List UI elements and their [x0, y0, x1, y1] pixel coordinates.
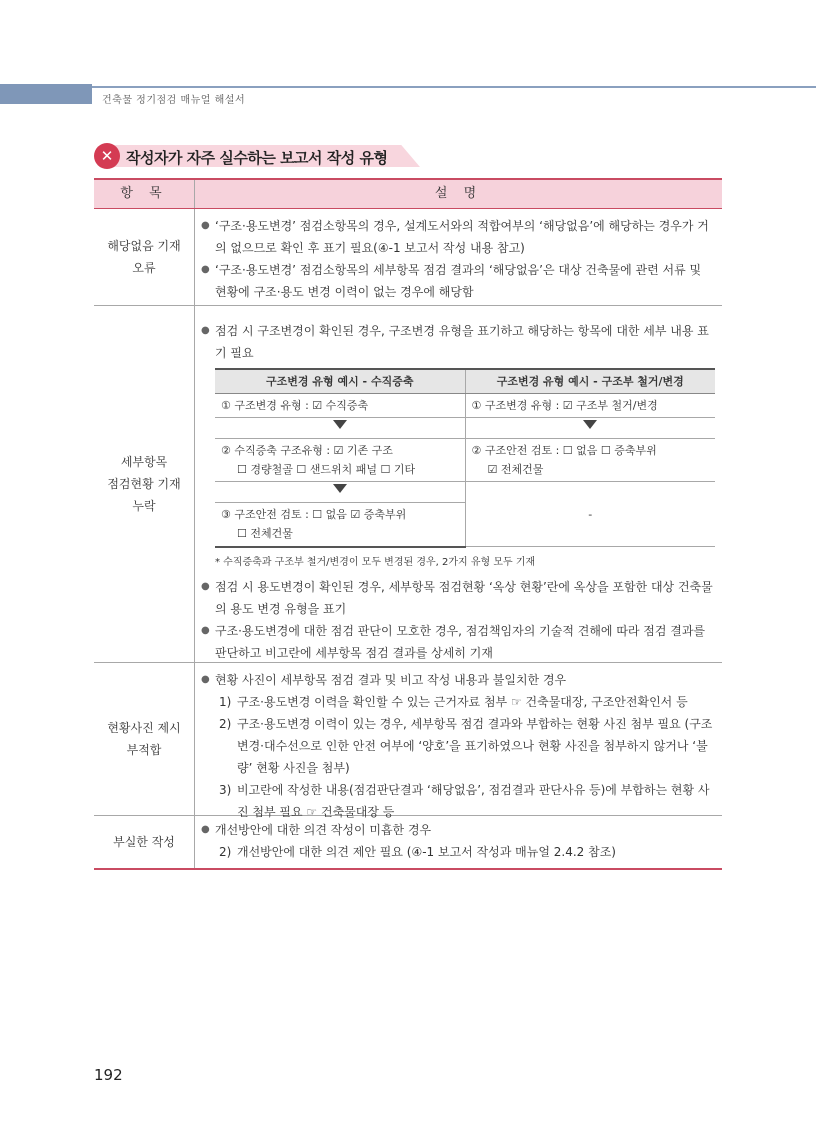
table-row	[94, 663, 722, 819]
row-item-label: 현황사진 제시 부적합	[94, 663, 195, 815]
table-row	[94, 816, 722, 868]
table-row	[94, 209, 722, 306]
row-item-label: 해당없음 기재 오류	[94, 209, 195, 305]
arrow-down-icon	[333, 484, 347, 493]
bullet-item: ● 개선방안에 대한 의견 작성이 미흡한 경우	[201, 823, 432, 837]
bullet-item: ● 점검 시 용도변경이 확인된 경우, 세부항목 점검현황 ‘옥상 현황’란에 옥상을 포함한 대상 건축물의 용도 변경 유형을 표기	[201, 579, 713, 616]
example-step1-left: ① 구조변경 유형 : ☑ 수직증축	[215, 394, 465, 418]
row-item-label: 세부항목 점검현황 기재 누락	[94, 306, 195, 662]
sub-item: 2) 구조·용도변경 이력이 있는 경우, 세부항목 점검 결과와 부합하는 현황 사진 첨부 필요 (구조변경·대수선으로 인한 안전 여부에 ‘양호’을 표기하였으나 현황 사진을 첨부하지 않거나 ‘불량’ 현황 사진을 첨부)	[219, 717, 713, 775]
section-title: 작성자가 자주 실수하는 보고서 작성 유형	[126, 149, 388, 167]
bullet-item: ● 현황 사진이 세부항목 점검 결과 및 비고 작성 내용과 불일치한 경우	[201, 673, 567, 687]
example-step2-right: ② 구조안전 검토 : ☐ 없음 ☐ 증축부위 ☑ 전체건물 -	[465, 439, 715, 547]
row-description	[195, 663, 722, 819]
example-step3-left: ③ 구조안전 검토 : ☐ 없음 ☑ 증축부위 ☐ 전체건물	[215, 503, 465, 547]
example-header-left: 구조변경 유형 예시 - 수직증축	[215, 369, 465, 394]
table-row	[94, 306, 722, 663]
arrow-down-icon	[333, 420, 347, 429]
bullet-item: ● 점검 시 구조변경이 확인된 경우, 구조변경 유형을 표기하고 해당하는 항목에 대한 세부 내용 표기 필요	[201, 324, 709, 360]
arrow-down-icon	[583, 420, 597, 429]
header-rule	[0, 86, 816, 88]
sub-item: 2) 개선방안에 대한 의견 제안 필요 (④-1 보고서 작성과 매뉴얼 2.4.2 참조)	[219, 845, 616, 859]
row-description	[195, 306, 723, 662]
sub-item: 1) 구조·용도변경 이력을 확인할 수 있는 근거자료 첨부 ☞ 건축물대장, 구조안전확인서 등	[219, 695, 688, 709]
bullet-item: ● ‘구조·용도변경’ 점검소항목의 경우, 설계도서와의 적합여부의 ‘해당없음’에 해당하는 경우가 거의 없으므로 확인 후 표기 필요(④-1 보고서 작성 내용 참고)	[201, 219, 709, 255]
table-header-row	[94, 180, 722, 209]
bullet-item: ● 구조·용도변경에 대한 점검 판단이 모호한 경우, 점검책임자의 기술적 견해에 따라 점검 결과를 판단하고 비고란에 세부항목 점검 결과를 상세히 기재	[201, 623, 706, 660]
header-accent-bar	[0, 84, 92, 104]
page-number: 192	[94, 1066, 123, 1084]
example-header-right: 구조변경 유형 예시 - 구조부 철거/변경	[465, 369, 715, 394]
example-step3-right: -	[466, 481, 716, 546]
footnote: * 수직증축과 구조부 철거/변경이 모두 변경된 경우, 2가지 유형 모두 기재	[215, 556, 536, 568]
example-step1-right: ① 구조변경 유형 : ☑ 구조부 철거/변경	[465, 394, 715, 418]
row-description	[195, 209, 722, 305]
row-item-label: 부실한 작성	[94, 816, 195, 868]
section-heading	[94, 143, 424, 169]
bullet-item: ● ‘구조·용도변경’ 점검소항목의 세부항목 점검 결과의 ‘해당없음’은 대상 건축물에 관련 서류 및 현황에 구조·용도 변경 이력이 없는 경우에 해당함	[201, 263, 702, 299]
header-item: 항 목	[94, 180, 195, 208]
row-description	[195, 816, 722, 868]
mistakes-table	[94, 178, 722, 870]
running-title: 건축물 정기점검 매뉴얼 해설서	[102, 95, 246, 106]
example-step2-left: ② 수직증축 구조유형 : ☑ 기존 구조 ☐ 경량철골 ☐ 샌드위치 패널 ☐ 기타	[215, 439, 465, 482]
structure-change-example-table	[215, 368, 715, 548]
header-description: 설 명	[434, 186, 483, 201]
sub-item: 3) 비고란에 작성한 내용(점검판단결과 ‘해당없음’, 점검결과 판단사유 등)에 부합하는 현황 사진 첨부 필요 ☞ 건축물대장 등	[219, 783, 710, 819]
close-icon: ✕	[94, 143, 120, 169]
